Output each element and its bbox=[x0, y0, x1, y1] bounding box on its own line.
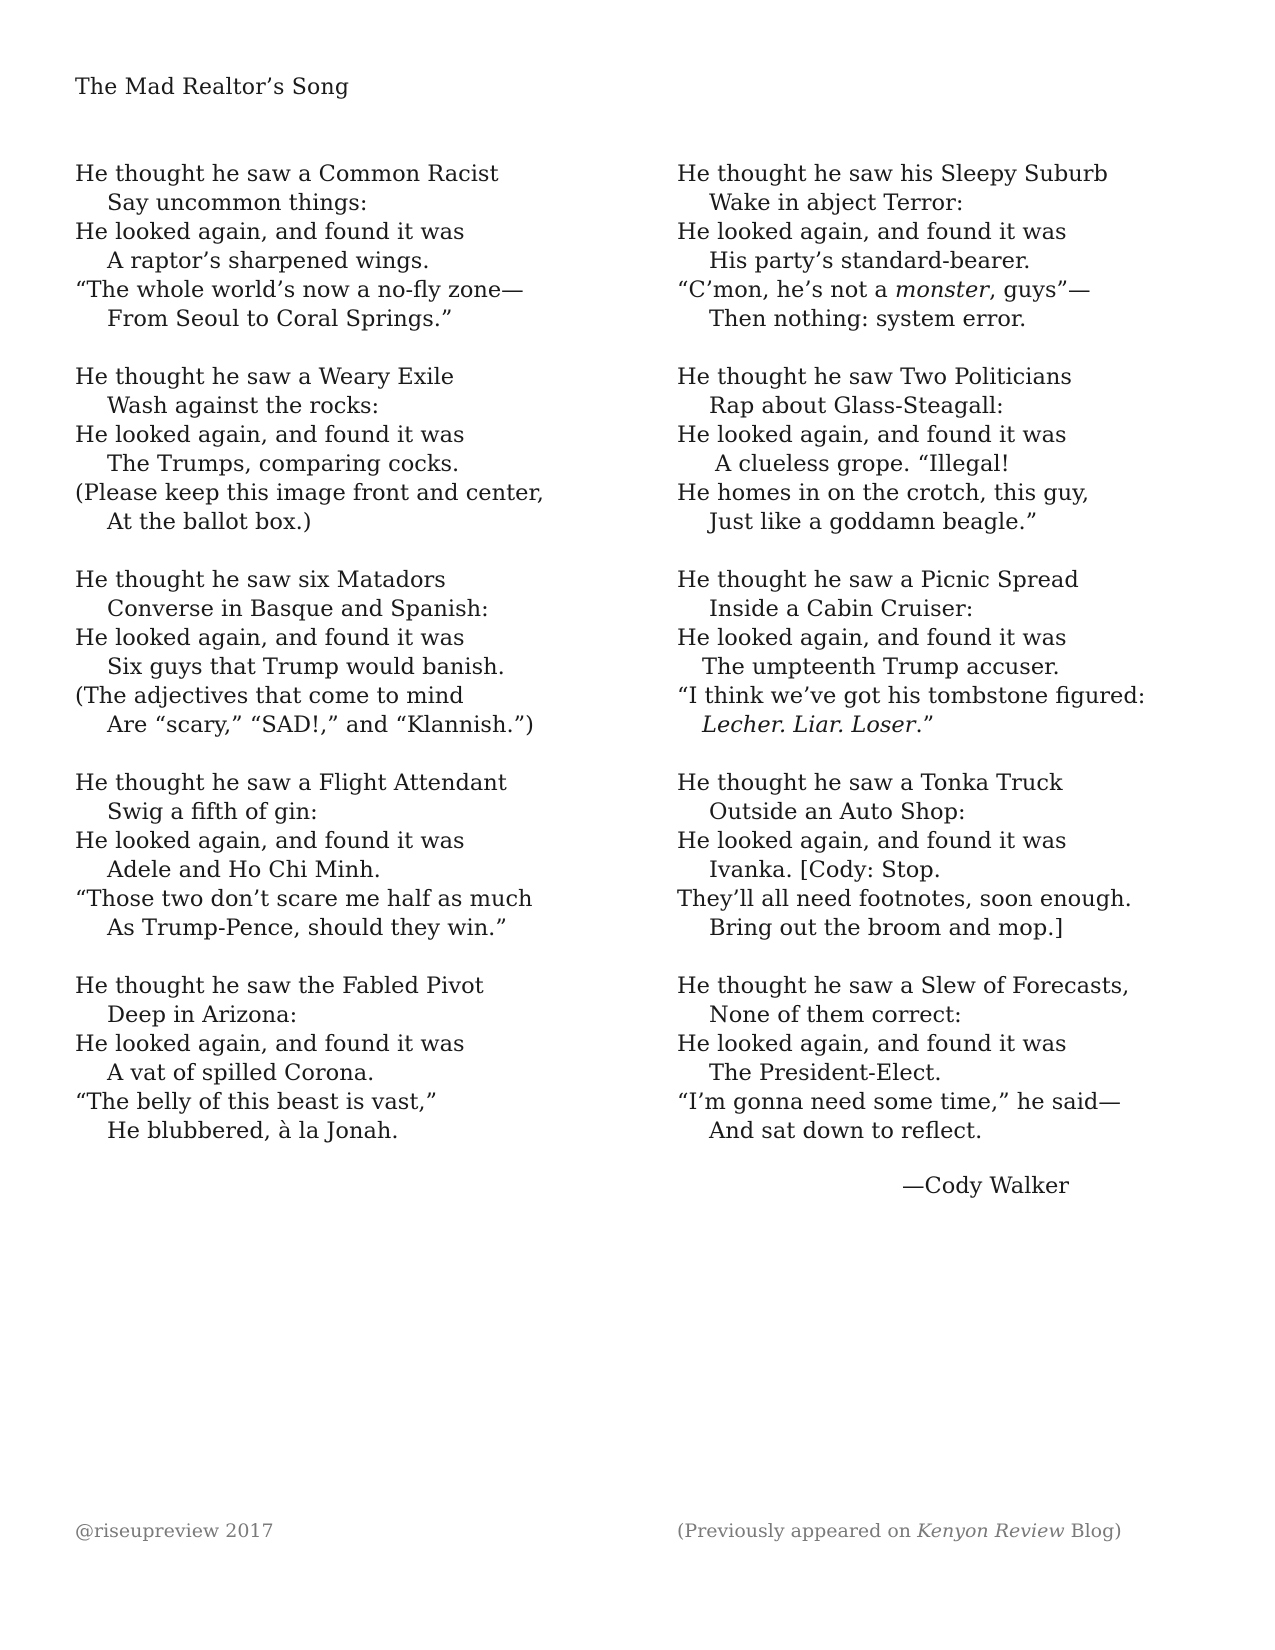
poem-line: Then nothing: system error. bbox=[709, 306, 1027, 332]
poem-line: Six guys that Trump would banish. bbox=[107, 654, 505, 680]
poem-line: Bring out the broom and mop.] bbox=[709, 915, 1064, 941]
poem-line: He thought he saw a Picnic Spread bbox=[677, 567, 1079, 593]
stanza bbox=[75, 972, 635, 1146]
poem-line: He thought he saw a Slew of Forecasts, bbox=[677, 973, 1130, 999]
poem-line-part: , guys”— bbox=[989, 277, 1091, 303]
poem-line: Just like a goddamn beagle.” bbox=[709, 509, 1038, 535]
poem-line: Wash against the rocks: bbox=[107, 393, 380, 419]
poem-line: He thought he saw the Fabled Pivot bbox=[75, 973, 484, 999]
poem-line: And sat down to reflect. bbox=[709, 1118, 983, 1144]
poem-line: “I think we’ve got his tombstone figured: bbox=[677, 683, 1146, 709]
poem-line: He looked again, and found it was bbox=[677, 422, 1067, 448]
poem-line: Inside a Cabin Cruiser: bbox=[709, 596, 974, 622]
stanza bbox=[677, 363, 1237, 537]
poem-line-italic: Lecher. Liar. Loser bbox=[702, 712, 916, 738]
poem-line: The Trumps, comparing cocks. bbox=[107, 451, 460, 477]
poem-line: Swig a fifth of gin: bbox=[107, 799, 318, 825]
stanza bbox=[677, 769, 1237, 943]
poem-line: He thought he saw a Flight Attendant bbox=[75, 770, 507, 796]
poem-line: A clueless grope. “Illegal! bbox=[715, 451, 1010, 477]
poem-line: He thought he saw a Common Racist bbox=[75, 161, 499, 187]
poem-line: He homes in on the crotch, this guy, bbox=[677, 480, 1090, 506]
poem-line: (The adjectives that come to mind bbox=[75, 683, 464, 709]
poem-line: He looked again, and found it was bbox=[75, 625, 465, 651]
stanza bbox=[677, 972, 1237, 1146]
poem-line: He looked again, and found it was bbox=[677, 828, 1067, 854]
poem-line: He looked again, and found it was bbox=[75, 219, 465, 245]
poem-line: Adele and Ho Chi Minh. bbox=[107, 857, 381, 883]
stanza bbox=[75, 769, 635, 943]
stanza bbox=[75, 160, 635, 334]
poem-line: He looked again, and found it was bbox=[677, 219, 1067, 245]
poem-line: The umpteenth Trump accuser. bbox=[702, 654, 1060, 680]
left-column bbox=[75, 160, 635, 1175]
poem-line: A raptor’s sharpened wings. bbox=[107, 248, 430, 274]
poem-line-italic: monster bbox=[895, 277, 990, 303]
poem-line: They’ll all need footnotes, soon enough. bbox=[677, 886, 1132, 912]
poem-line: “Those two don’t scare me half as much bbox=[75, 886, 533, 912]
poem-line: (Please keep this image front and center, bbox=[75, 480, 544, 506]
poem-line: Deep in Arizona: bbox=[107, 1002, 298, 1028]
poem-line: He looked again, and found it was bbox=[677, 1031, 1067, 1057]
footer-part: (Previously appeared on bbox=[677, 1520, 918, 1542]
poem-line: “I’m gonna need some time,” he said— bbox=[677, 1089, 1121, 1115]
footer-publication: Kenyon Review bbox=[917, 1520, 1065, 1542]
poem-line-part: “C’mon, he’s not a bbox=[677, 277, 896, 303]
poem-line: Say uncommon things: bbox=[107, 190, 368, 216]
poem-line: “The belly of this beast is vast,” bbox=[75, 1089, 438, 1115]
poem-line: Ivanka. [Cody: Stop. bbox=[709, 857, 941, 883]
footer-attribution bbox=[677, 1520, 1122, 1542]
poem-line: Wake in abject Terror: bbox=[709, 190, 964, 216]
poem-line: He thought he saw a Weary Exile bbox=[75, 364, 455, 390]
poem-line: He thought he saw his Sleepy Suburb bbox=[677, 161, 1108, 187]
stanza bbox=[75, 566, 635, 740]
poem-line: He looked again, and found it was bbox=[75, 1031, 465, 1057]
poem-line: None of them correct: bbox=[709, 1002, 962, 1028]
poem-line bbox=[677, 711, 1237, 740]
poem-line: He thought he saw Two Politicians bbox=[677, 364, 1072, 390]
poem-line bbox=[677, 276, 1237, 305]
stanza bbox=[677, 160, 1237, 334]
poem-line: He thought he saw six Matadors bbox=[75, 567, 446, 593]
poem-title: The Mad Realtor’s Song bbox=[75, 75, 350, 100]
poem-line: He blubbered, à la Jonah. bbox=[107, 1118, 399, 1144]
right-column bbox=[677, 160, 1237, 1175]
footer-part: Blog) bbox=[1064, 1520, 1122, 1542]
poem-line: From Seoul to Coral Springs.” bbox=[107, 306, 453, 332]
poem-line: He looked again, and found it was bbox=[75, 828, 465, 854]
poem-line: Are “scary,” “SAD!,” and “Klannish.”) bbox=[107, 712, 534, 738]
poem-line-part: .” bbox=[915, 712, 935, 738]
poem-line: A vat of spilled Corona. bbox=[107, 1060, 375, 1086]
poem-line: He thought he saw a Tonka Truck bbox=[677, 770, 1063, 796]
poem-line: Outside an Auto Shop: bbox=[709, 799, 966, 825]
footer-copyright: @riseupreview 2017 bbox=[75, 1520, 274, 1542]
poem-line: He looked again, and found it was bbox=[75, 422, 465, 448]
poem-line: Converse in Basque and Spanish: bbox=[107, 596, 489, 622]
poem-line: At the ballot box.) bbox=[107, 509, 312, 535]
stanza bbox=[75, 363, 635, 537]
poem-line: Rap about Glass-Steagall: bbox=[709, 393, 1004, 419]
poem-line: The President-Elect. bbox=[709, 1060, 942, 1086]
poem-line: “The whole world’s now a no-fly zone— bbox=[75, 277, 524, 303]
poem-line: His party’s standard-bearer. bbox=[709, 248, 1031, 274]
poem-line: As Trump-Pence, should they win.” bbox=[107, 915, 507, 941]
stanza bbox=[677, 566, 1237, 740]
poem-line: He looked again, and found it was bbox=[677, 625, 1067, 651]
author-signature: —Cody Walker bbox=[902, 1173, 1070, 1199]
